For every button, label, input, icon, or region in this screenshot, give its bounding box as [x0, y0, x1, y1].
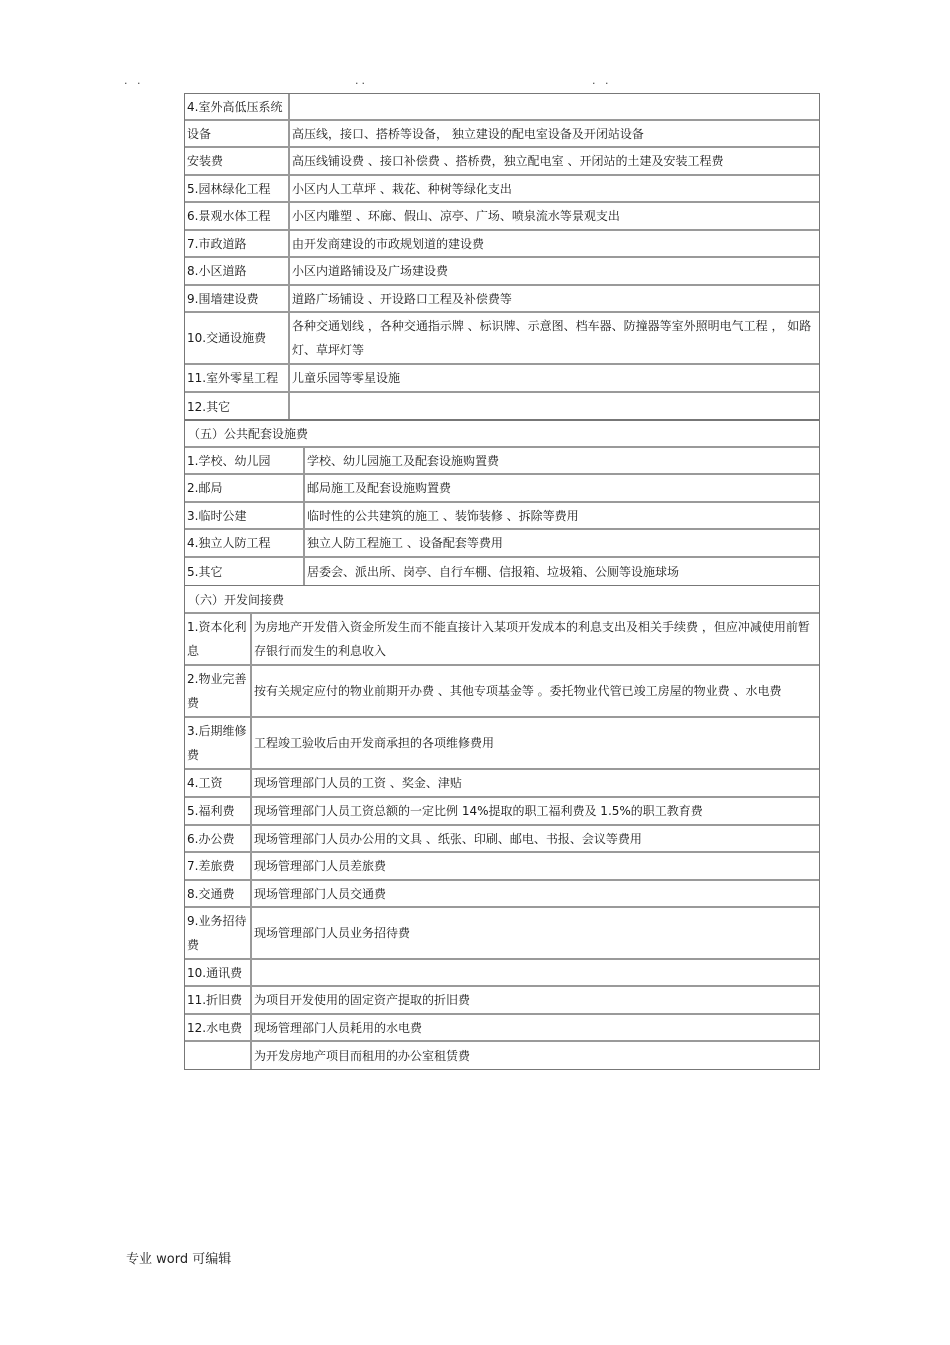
- row-label: 2.物业完善费: [185, 666, 252, 716]
- row-label: 9.业务招待费: [185, 908, 252, 958]
- table-row: [185, 853, 819, 881]
- row-description: 小区内人工草坪 、栽花、种树等绿化支出: [292, 181, 512, 196]
- row-label: 4.独立人防工程: [185, 530, 305, 556]
- row-description: 高压线，接口、搭桥等设备， 独立建设的配电室设备及开闭站设备: [292, 126, 644, 141]
- table-row: [185, 176, 819, 203]
- table-row: [185, 718, 819, 770]
- row-description: 按有关规定应付的物业前期开办费 、其他专项基金等 。委托物业代管已竣工房屋的物业费 、水电费: [254, 684, 782, 698]
- section-title: （六）开发间接费: [188, 592, 285, 607]
- row-label: 7.差旅费: [185, 853, 252, 879]
- table-row: [185, 393, 819, 420]
- row-description: 现场管理部门人员的工资 、奖金、津贴: [254, 776, 462, 790]
- table-row: [185, 475, 819, 503]
- row-description: 现场管理部门人员办公用的文具 、纸张、印刷、邮电、书报、会议等费用: [254, 831, 642, 846]
- section-title-row: [185, 420, 819, 448]
- table-row: [185, 530, 819, 558]
- row-label: 10.通讯费: [185, 960, 252, 985]
- table-row: [185, 908, 819, 960]
- row-label: 5.福利费: [185, 798, 252, 824]
- row-label: 8.交通费: [185, 881, 252, 906]
- row-description: 邮局施工及配套设施购置费: [307, 481, 452, 495]
- table-row: [185, 798, 819, 826]
- table-row: [185, 448, 819, 475]
- table-row: [185, 826, 819, 853]
- row-description: 现场管理部门人员工资总额的一定比例 14%提取的职工福利费及 1.5%的职工教育费: [254, 804, 703, 818]
- row-description: 道路广场铺设 、开设路口工程及补偿费等: [292, 291, 512, 306]
- table-row: [185, 286, 819, 313]
- row-label: 4.工资: [185, 770, 252, 796]
- section-title: （五）公共配套设施费: [188, 426, 309, 441]
- row-description: 儿童乐园等零星设施: [292, 371, 401, 385]
- row-label: 3.临时公建: [185, 503, 305, 528]
- row-description: [290, 94, 819, 119]
- table-row: [185, 614, 819, 666]
- row-label: 设备: [185, 121, 290, 146]
- row-description: [252, 960, 819, 985]
- row-description: 独立人防工程施工 、设备配套等费用: [307, 536, 503, 550]
- table-row: [185, 258, 819, 286]
- row-label: 安装费: [185, 148, 290, 174]
- row-description: 现场管理部门人员交通费: [254, 886, 387, 901]
- row-label: 11.室外零星工程: [185, 365, 290, 391]
- table-row: [185, 148, 819, 176]
- row-label: 7.市政道路: [185, 231, 290, 256]
- footer-note: 专业 word 可编辑: [126, 1252, 232, 1267]
- table-row: [185, 365, 819, 393]
- row-description: 工程竣工验收后由开发商承担的各项维修费用: [254, 736, 495, 750]
- row-description: 为开发房地产项目而租用的办公室租赁费: [254, 1048, 471, 1063]
- row-label: 6.景观水体工程: [185, 203, 290, 229]
- section-title-row: [185, 586, 819, 614]
- row-label: 2.邮局: [185, 475, 305, 501]
- row-description: 为房地产开发借入资金所发生而不能直接计入某项开发成本的利息支出及相关手续费 ，但应冲减使用前暂存银行而发生的利息收入: [254, 620, 810, 658]
- row-label: 3.后期维修费: [185, 718, 252, 768]
- row-description: 小区内雕塑 、环廊、假山、凉亭、广场、喷泉流水等景观支出: [292, 209, 620, 223]
- table-row: [185, 313, 819, 365]
- row-label: 11.折旧费: [185, 987, 252, 1013]
- table-public-facilities: [184, 419, 820, 586]
- row-label: 6.办公费: [185, 826, 252, 851]
- table-indirect-costs: [184, 585, 820, 1070]
- table-row: [185, 503, 819, 530]
- table-row: [185, 1015, 819, 1042]
- row-label: 5.其它: [185, 558, 305, 585]
- table-row: [185, 94, 819, 121]
- table-row: [185, 1042, 819, 1069]
- header-dots-left: . .: [124, 74, 144, 87]
- table-row: [185, 231, 819, 258]
- row-label: 5.园林绿化工程: [185, 176, 290, 201]
- table-row: [185, 121, 819, 148]
- row-description: 为项目开发使用的固定资产提取的折旧费: [254, 993, 471, 1007]
- row-label: [185, 1042, 252, 1069]
- row-label: 9.围墙建设费: [185, 286, 290, 311]
- row-description: [290, 393, 819, 420]
- table-row: [185, 558, 819, 585]
- row-description: 由开发商建设的市政规划道的建设费: [292, 236, 485, 251]
- row-description: 居委会、派出所、岗亭、自行车棚、信报箱、垃圾箱、公厕等设施球场: [307, 564, 680, 579]
- row-description: 各种交通划线 ，各种交通指示牌 、标识牌、示意图、档车器、防撞器等室外照明电气工程 ， 如路灯、草坪灯等: [292, 319, 812, 357]
- row-label: 4.室外高低压系统: [185, 94, 290, 119]
- table-row: [185, 881, 819, 908]
- row-description: 现场管理部门人员业务招待费: [254, 926, 411, 940]
- row-description: 现场管理部门人员耗用的水电费: [254, 1020, 423, 1035]
- row-label: 12.其它: [185, 393, 290, 420]
- row-label: 1.学校、幼儿园: [185, 448, 305, 473]
- header-dots-right: . .: [592, 74, 612, 87]
- row-label: 12.水电费: [185, 1015, 252, 1040]
- table-row: [185, 960, 819, 987]
- table-row: [185, 666, 819, 718]
- row-label: 1.资本化利息: [185, 614, 252, 664]
- row-label: 10.交通设施费: [185, 313, 290, 363]
- row-description: 现场管理部门人员差旅费: [254, 859, 387, 873]
- table-row: [185, 987, 819, 1015]
- table-row: [185, 770, 819, 798]
- row-description: 高压线铺设费 、接口补偿费 、搭桥费，独立配电室 、开闭站的土建及安装工程费: [292, 154, 724, 168]
- row-label: 8.小区道路: [185, 258, 290, 284]
- table-row: [185, 203, 819, 231]
- table-outdoor-works: [184, 93, 820, 421]
- row-description: 临时性的公共建筑的施工 、装饰装修 、拆除等费用: [307, 508, 579, 523]
- row-description: 小区内道路铺设及广场建设费: [292, 264, 449, 278]
- row-description: 学校、幼儿园施工及配套设施购置费: [307, 453, 500, 468]
- header-dots-mid: ..: [355, 74, 368, 87]
